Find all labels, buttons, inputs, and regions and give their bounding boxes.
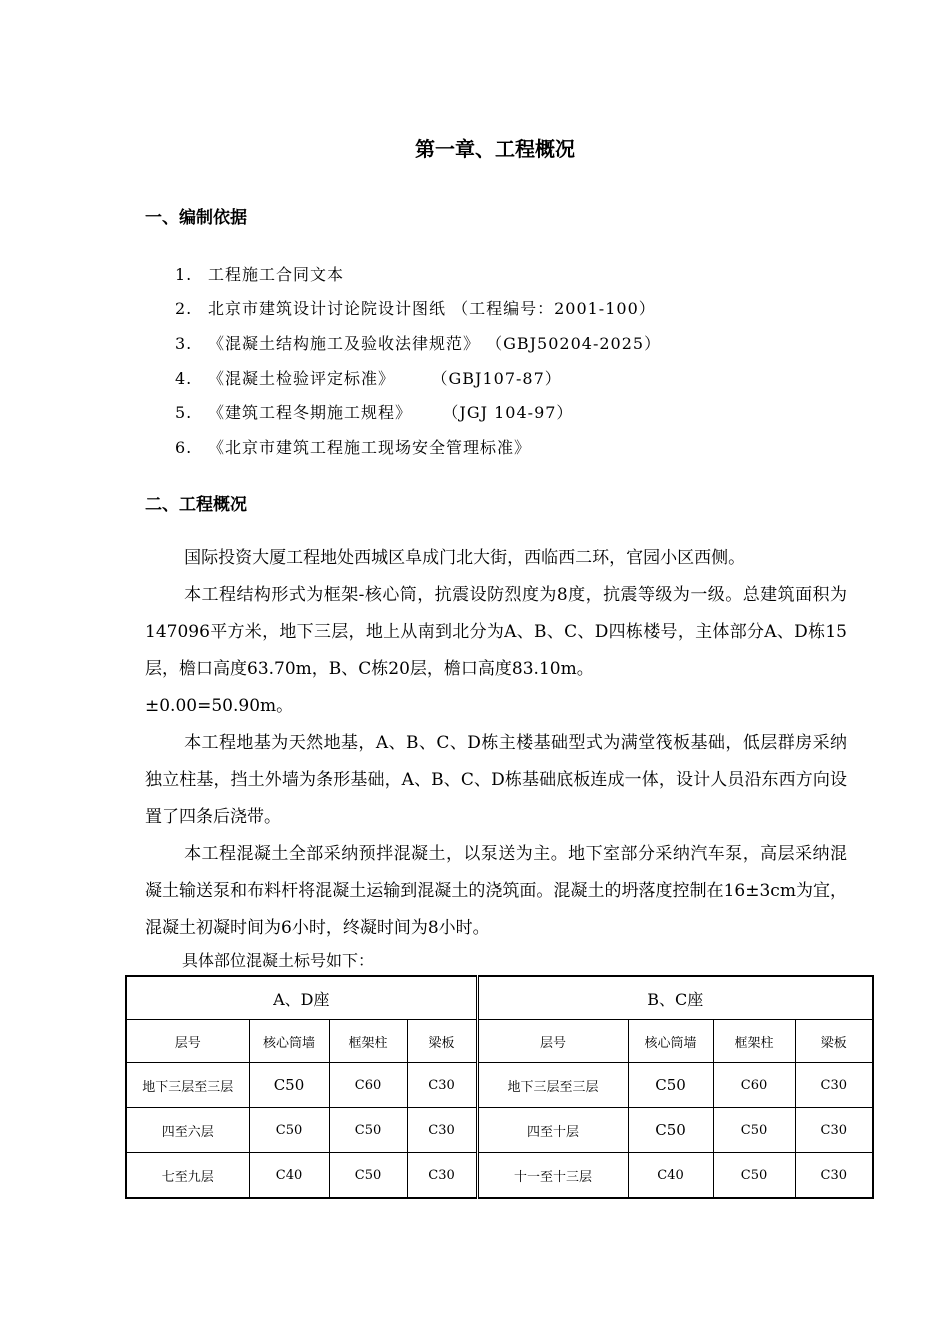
- table-cell: C30: [407, 1108, 477, 1153]
- list-item: [175, 331, 661, 354]
- paragraph: 国际投资大厦工程地处西城区阜成门北大街，西临西二环，官园小区西侧。: [184, 548, 746, 568]
- table-row: [126, 1153, 873, 1199]
- list-item: [175, 435, 531, 458]
- paragraph: 本工程地基为天然地基，A、B、C、D栋主楼基础型式为满堂筏板基础，低层群房采纳独立柱基，挡土外墙为条形基础，A、B、C、D栋基础底板连成一体，设计人员沿东西方向设置了四条后浇带。: [145, 733, 847, 827]
- column-header: 核心筒墙: [249, 1020, 329, 1063]
- column-header: 核心筒墙: [628, 1020, 713, 1063]
- table-row: [126, 1063, 873, 1108]
- table-cell: 七至九层: [126, 1153, 249, 1199]
- group-header-bc: B、C座: [477, 976, 873, 1020]
- table-cell: C50: [628, 1108, 713, 1153]
- list-item-text: 《北京市建筑工程施工现场安全管理标准》: [208, 438, 532, 457]
- list-item-number: 5.: [175, 403, 193, 422]
- list-item-text: 北京市建筑设计讨论院设计图纸 （工程编号：2001-100）: [208, 299, 656, 318]
- table-cell: C30: [795, 1108, 873, 1153]
- table-cell: C50: [329, 1108, 407, 1153]
- table-cell: C50: [713, 1153, 795, 1199]
- table-lead: 具体部位混凝土标号如下：: [182, 951, 375, 970]
- list-item-text: 工程施工合同文本: [208, 265, 345, 284]
- table-cell: C30: [795, 1153, 873, 1199]
- list-item-text: 《建筑工程冬期施工规程》 （JGJ 104-97）: [208, 403, 574, 422]
- table-cell: C60: [329, 1063, 407, 1108]
- table-group-row: [126, 976, 873, 1020]
- list-item: [175, 400, 573, 423]
- table-cell: C50: [249, 1063, 329, 1108]
- list-item-number: 3.: [175, 334, 193, 353]
- section-heading-basis: 一、编制依据: [145, 208, 247, 228]
- concrete-grade-table: [125, 975, 874, 1199]
- overview-body: [145, 540, 847, 947]
- list-item-text: 《混凝土结构施工及验收法律规范》 （GBJ50204-2025）: [208, 334, 662, 353]
- column-header: 梁板: [407, 1020, 477, 1063]
- column-header: 层号: [126, 1020, 249, 1063]
- table-header-row: [126, 1020, 873, 1063]
- list-item: [175, 366, 562, 389]
- table-cell: 地下三层至三层: [126, 1063, 249, 1108]
- table-cell: C40: [628, 1153, 713, 1199]
- section-heading-overview: 二、工程概况: [145, 495, 247, 515]
- table-cell: 四至十层: [477, 1108, 628, 1153]
- column-header: 层号: [477, 1020, 628, 1063]
- table-cell: C30: [407, 1063, 477, 1108]
- table-cell: C50: [628, 1063, 713, 1108]
- table-cell: C60: [713, 1063, 795, 1108]
- group-header-ad: A、D座: [126, 976, 477, 1020]
- table-cell: C30: [795, 1063, 873, 1108]
- list-item: [175, 262, 344, 285]
- table-cell: C40: [249, 1153, 329, 1199]
- paragraph: 本工程结构形式为框架-核心筒，抗震设防烈度为8度，抗震等级为一级。总建筑面积为147096平方米，地下三层，地上从南到北分为A、B、C、D四栋楼号，主体部分A、D栋15层，檐口高度63.70m，B、C栋20层，檐口高度83.10m。: [145, 585, 847, 679]
- table-cell: C50: [329, 1153, 407, 1199]
- table-cell: C50: [713, 1108, 795, 1153]
- table-cell: C30: [407, 1153, 477, 1199]
- page-title: 第一章、工程概况: [415, 137, 575, 161]
- list-item: [175, 296, 656, 319]
- table-row: [126, 1108, 873, 1153]
- column-header: 框架柱: [713, 1020, 795, 1063]
- column-header: 梁板: [795, 1020, 873, 1063]
- table-cell: 十一至十三层: [477, 1153, 628, 1199]
- paragraph: 本工程混凝土全部采纳预拌混凝土，以泵送为主。地下室部分采纳汽车泵，高层采纳混凝土输送泵和布料杆将混凝土运输到混凝土的浇筑面。混凝土的坍落度控制在16±3cm为宜，混凝土初凝时间为6小时，终凝时间为8小时。: [145, 844, 847, 938]
- table-cell: 地下三层至三层: [477, 1063, 628, 1108]
- list-item-number: 4.: [175, 369, 193, 388]
- list-item-number: 2.: [175, 299, 193, 318]
- column-header: 框架柱: [329, 1020, 407, 1063]
- list-item-text: 《混凝土检验评定标准》 （GBJ107-87）: [208, 369, 562, 388]
- table-cell: C50: [249, 1108, 329, 1153]
- table-cell: 四至六层: [126, 1108, 249, 1153]
- list-item-number: 1.: [175, 265, 193, 284]
- list-item-number: 6.: [175, 438, 193, 457]
- paragraph: ±0.00=50.90m。: [145, 696, 294, 716]
